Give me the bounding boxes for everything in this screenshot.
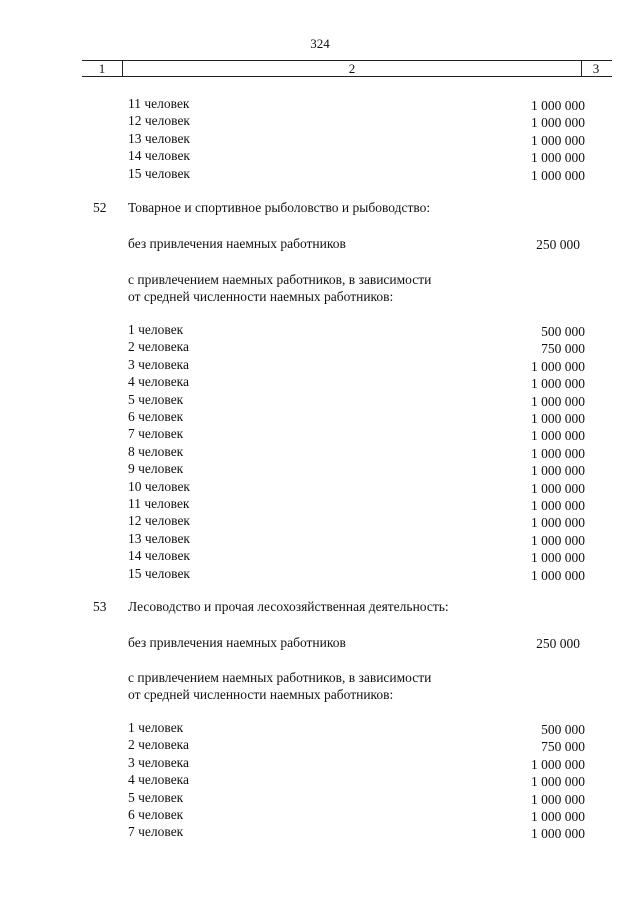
row-value: 1 000 000	[531, 115, 585, 131]
row-label: 10 человек	[128, 478, 190, 494]
row-label: 15 человек	[128, 165, 190, 181]
row-label: 1 человек	[128, 720, 184, 735]
row-label: 12 человек	[128, 113, 190, 129]
row-value: 1 000 000	[531, 567, 585, 583]
section-53-with-line2: от средней численности наемных работников:	[128, 687, 394, 702]
section-52-title: Товарное и спортивное рыболовство и рыбоводство:	[128, 200, 431, 215]
row-value: 1 000 000	[531, 550, 585, 566]
row-label: 6 человек	[128, 409, 184, 424]
section-52-with-line1: с привлечением наемных работников, в зависимости	[128, 272, 432, 287]
row-value: 500 000	[541, 324, 585, 339]
row-label: 7 человек	[128, 824, 184, 840]
row-value: 1 000 000	[531, 463, 585, 479]
row-label: 6 человек	[128, 807, 184, 822]
header-col-3: 3	[592, 61, 600, 76]
row-value: 1 000 000	[531, 98, 585, 113]
row-label: 9 человек	[128, 461, 184, 477]
row-value: 1 000 000	[531, 376, 585, 392]
row-value: 1 000 000	[531, 826, 585, 842]
page-number: 324	[310, 36, 330, 51]
row-value: 1 000 000	[531, 480, 585, 496]
section-52-without-value: 250 000	[536, 237, 580, 252]
row-value: 1 000 000	[531, 411, 585, 426]
row-label: 14 человек	[128, 548, 190, 564]
row-value: 1 000 000	[531, 532, 585, 548]
row-label: 11 человек	[128, 496, 190, 511]
row-label: 2 человека	[128, 339, 190, 355]
row-value: 1 000 000	[531, 167, 585, 183]
row-label: 8 человек	[128, 443, 184, 459]
section-53-without-value: 250 000	[536, 636, 580, 651]
section-53-with-line1: с привлечением наемных работников, в зависимости	[128, 670, 432, 685]
row-label: 12 человек	[128, 513, 190, 529]
row-label: 1 человек	[128, 322, 184, 337]
row-value: 750 000	[541, 739, 585, 755]
row-value: 1 000 000	[531, 515, 585, 531]
section-53-title: Лесоводство и прочая лесохозяйственная деятельность:	[128, 599, 449, 614]
row-label: 3 человека	[128, 754, 190, 770]
row-value: 1 000 000	[531, 428, 585, 444]
row-label: 15 человек	[128, 565, 190, 581]
section-52-with-line2: от средней численности наемных работников:	[128, 289, 394, 304]
row-label: 7 человек	[128, 426, 184, 442]
section-52-without-label: без привлечения наемных работников	[128, 236, 346, 251]
row-value: 1 000 000	[531, 358, 585, 374]
row-value: 1 000 000	[531, 150, 585, 166]
section-52-number: 52	[93, 200, 107, 215]
row-value: 1 000 000	[531, 791, 585, 807]
row-value: 1 000 000	[531, 132, 585, 148]
section-53-number: 53	[93, 599, 107, 614]
row-value: 1 000 000	[531, 774, 585, 790]
row-value: 1 000 000	[531, 756, 585, 772]
table-header	[82, 60, 612, 77]
row-label: 3 человека	[128, 356, 190, 372]
row-label: 4 человека	[128, 374, 190, 390]
row-label: 2 человека	[128, 737, 190, 753]
header-col-2: 2	[122, 61, 582, 76]
header-col-1: 1	[98, 61, 106, 76]
row-label: 13 человек	[128, 530, 190, 546]
row-label: 14 человек	[128, 148, 190, 164]
row-value: 1 000 000	[531, 809, 585, 824]
row-value: 1 000 000	[531, 445, 585, 461]
row-value: 750 000	[541, 341, 585, 357]
row-label: 4 человека	[128, 772, 190, 788]
row-label: 5 человек	[128, 391, 184, 407]
row-value: 1 000 000	[531, 498, 585, 513]
row-value: 1 000 000	[531, 393, 585, 409]
row-label: 5 человек	[128, 789, 184, 805]
row-label: 13 человек	[128, 130, 190, 146]
row-label: 11 человек	[128, 96, 190, 111]
section-53-without-label: без привлечения наемных работников	[128, 635, 346, 650]
row-value: 500 000	[541, 722, 585, 737]
